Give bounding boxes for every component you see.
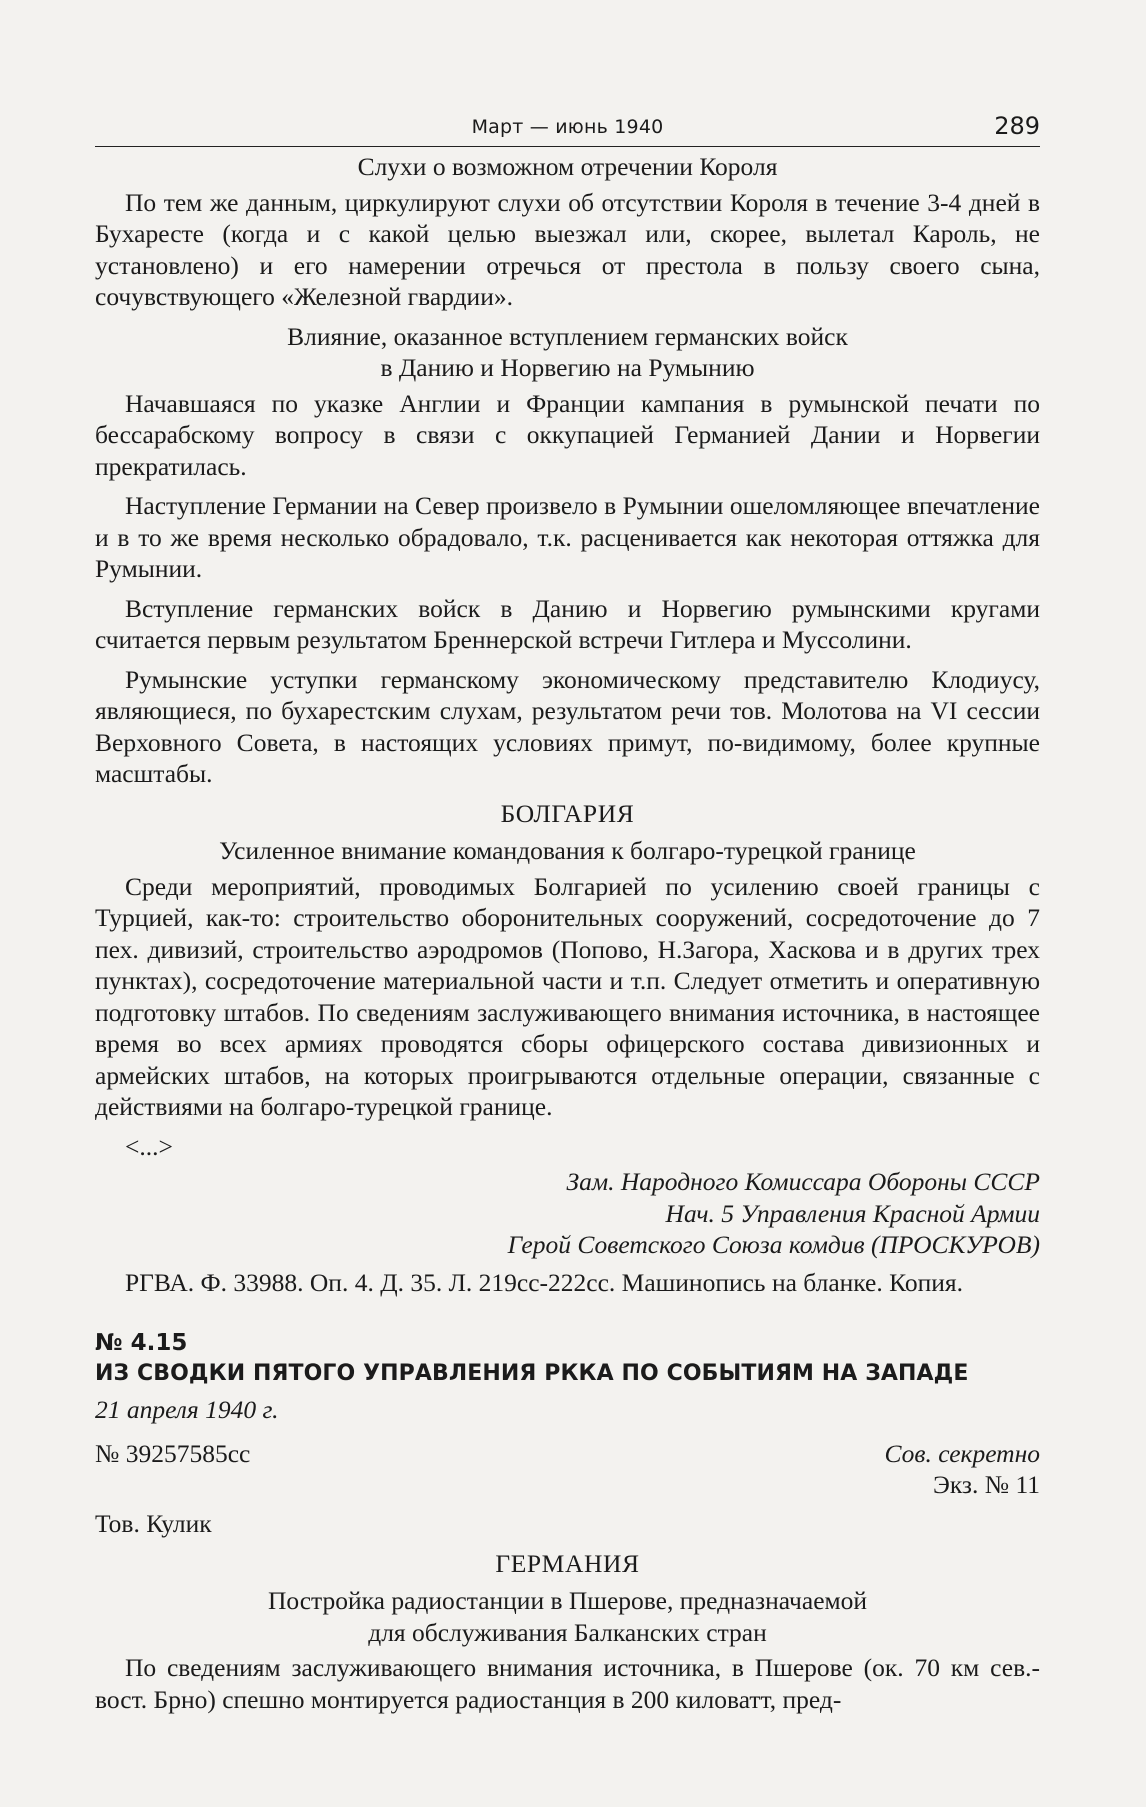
section-heading-abdication: Слухи о возможном отречении Короля — [357, 152, 778, 181]
book-page — [95, 110, 1040, 1723]
page-number: 289 — [994, 112, 1040, 140]
section-heading-line: в Данию и Норвегию на Румынию — [380, 353, 755, 382]
addressee: Тов. Кулик — [95, 1509, 212, 1538]
section-heading-border: Усиленное внимание командования к болгаро-турецкой границе — [219, 836, 916, 865]
section-heading-line: Постройка радиостанции в Пшерове, предназначаемой — [267, 1586, 868, 1615]
paragraph: Начавшаяся по указке Англии и Франции кампания в румынской печати по бессарабскому вопросу в связи с оккупацией Германией Дании и Норвегии прекратилась. — [95, 388, 1040, 481]
paragraph: Наступление Германии на Север произвело в Румынии ошеломляющее впечатление и в то же время несколько обрадовало, т.к. расценивается как некоторая оттяжка для Румынии. — [95, 491, 1040, 583]
country-heading-bulgaria: БОЛГАРИЯ — [500, 798, 635, 828]
section-heading-line: для обслуживания Балканских стран — [368, 1617, 767, 1647]
signature-line: Нач. 5 Управления Красной Армии — [665, 1198, 1040, 1228]
signature-line: Зам. Народного Комиссара Обороны СССР — [566, 1167, 1040, 1196]
paragraph: По сведениям заслуживающего внимания источника, в Пшерове (ок. 70 км сев.-вост. Брно) спешно монтируется радиостанция в 200 киловатт, пред- — [95, 1653, 1040, 1714]
paragraph: Среди мероприятий, проводимых Болгарией по усилению своей границы с Турцией, как-то: строительство оборонительных сооружений, сосредоточение до 7 пех. дивизий, строительство аэродромов (Попово, Н.Загора, Хаскова и в других трех пунктах), сосредоточение материальной части и т.п. Следует отметить и оперативную подготовку штабов. По сведениям заслуживающего внимания источника, в настоящее время во всех армиях проводятся сборы офицерского состава дивизионных и армейских штабов, на которых проигрываются отдельные операции, связанные с действиями на болгаро-турецкой границе. — [95, 871, 1040, 1121]
classification-mark: Сов. секретно — [884, 1438, 1040, 1468]
paragraph: По тем же данным, циркулируют слухи об отсутствии Короля в течение 3-4 дней в Бухаресте (когда и с какой целью выезжал или, скорее, вылетал Кароль, не установлено) и его намерении отречься от престола в пользу своего сына, сочувствующего «Железной гвардии». — [95, 187, 1040, 311]
signature-line: Герой Советского Союза комдив (ПРОСКУРОВ) — [507, 1230, 1040, 1259]
copy-number: Экз. № 11 — [933, 1469, 1040, 1499]
document-meta-row — [95, 1438, 1040, 1469]
registration-number: № 39257585сс — [95, 1438, 251, 1468]
section-heading-influence — [95, 321, 1040, 384]
document-number: № 4.15 — [95, 1330, 188, 1356]
document-date: 21 апреля 1940 г. — [95, 1395, 279, 1424]
section-heading-radio-station — [95, 1585, 1040, 1648]
document-title: ИЗ СВОДКИ ПЯТОГО УПРАВЛЕНИЯ РККА ПО СОБЫТИЯМ НА ЗАПАДЕ — [95, 1361, 969, 1386]
paragraph: Румынские уступки германскому экономическому представителю Клодиусу, являющиеся, по бухарестским слухам, результатом речи тов. Молотова на VI сессии Верховного Совета, в настоящих условиях примут, по-видимому, более крупные масштабы. — [95, 664, 1040, 788]
archive-source-note: РГВА. Ф. 33988. Оп. 4. Д. 35. Л. 219сс-222сс. Машинопись на бланке. Копия. — [125, 1267, 964, 1297]
omission-mark: <...> — [125, 1131, 173, 1161]
paragraph: Вступление германских войск в Данию и Норвегию румынскими кругами считается первым результатом Бреннерской встречи Гитлера и Муссолини. — [95, 593, 1040, 654]
country-heading-germany: ГЕРМАНИЯ — [495, 1548, 640, 1578]
running-head — [95, 110, 1040, 147]
page-body — [95, 151, 1040, 1715]
section-heading-line: Влияние, оказанное вступлением германских войск — [287, 321, 848, 351]
signature-block — [95, 1166, 1040, 1261]
running-head-title: Март — июнь 1940 — [471, 116, 664, 138]
